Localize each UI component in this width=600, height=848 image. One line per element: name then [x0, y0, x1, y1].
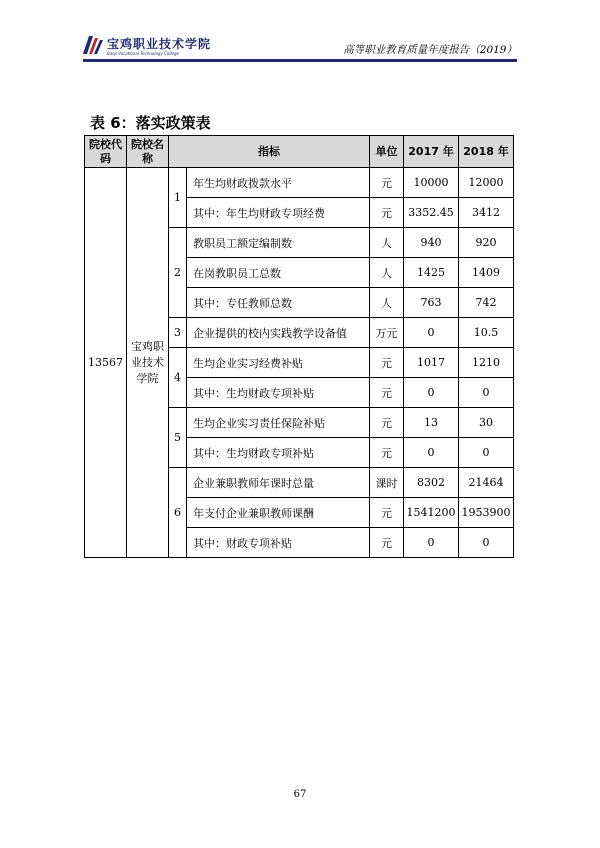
logo-subtext: Baoji Vocational Technology College	[107, 51, 180, 56]
value-2017-cell: 1017	[404, 348, 459, 378]
indicator-cell: 其中：生均财政专项补贴	[187, 438, 370, 468]
unit-cell: 元	[370, 198, 404, 228]
unit-cell: 万元	[370, 318, 404, 348]
value-2017-cell: 13	[404, 408, 459, 438]
table-body	[85, 168, 514, 558]
value-2018-cell: 12000	[459, 168, 514, 198]
unit-cell: 元	[370, 378, 404, 408]
header-unit: 单位	[370, 136, 404, 168]
value-2017-cell: 3352.45	[404, 198, 459, 228]
value-2018-cell: 0	[459, 378, 514, 408]
table-header-row	[85, 136, 514, 168]
unit-cell: 元	[370, 408, 404, 438]
logo-text: 宝鸡职业技术学院	[107, 37, 212, 51]
school-name-cell: 宝鸡职业技术学院	[127, 168, 169, 558]
value-2018-cell: 10.5	[459, 318, 514, 348]
college-logo	[83, 34, 233, 60]
unit-cell: 元	[370, 348, 404, 378]
indicator-cell: 在岗教职员工总数	[187, 258, 370, 288]
header-indicator: 指标	[169, 136, 370, 168]
indicator-cell: 其中：生均财政专项补贴	[187, 378, 370, 408]
indicator-cell: 年支付企业兼职教师课酬	[187, 498, 370, 528]
indicator-cell: 企业兼职教师年课时总量	[187, 468, 370, 498]
unit-cell: 课时	[370, 468, 404, 498]
policy-table	[84, 135, 514, 558]
header-divider	[83, 59, 517, 62]
header-2018: 2018 年	[459, 136, 514, 168]
value-2018-cell: 21464	[459, 468, 514, 498]
value-2018-cell: 30	[459, 408, 514, 438]
indicator-cell: 其中：年生均财政专项经费	[187, 198, 370, 228]
value-2017-cell: 8302	[404, 468, 459, 498]
value-2018-cell: 3412	[459, 198, 514, 228]
group-number-cell: 1	[169, 168, 187, 228]
header-school-name: 院校名称	[127, 136, 169, 168]
value-2018-cell: 0	[459, 528, 514, 558]
unit-cell: 元	[370, 438, 404, 468]
group-number-cell: 2	[169, 228, 187, 318]
value-2018-cell: 920	[459, 228, 514, 258]
header-school-code: 院校代码	[85, 136, 127, 168]
school-code-cell: 13567	[85, 168, 127, 558]
value-2017-cell: 0	[404, 318, 459, 348]
value-2017-cell: 763	[404, 288, 459, 318]
logo-emblem-icon	[83, 34, 105, 54]
group-number-cell: 4	[169, 348, 187, 408]
value-2017-cell: 1425	[404, 258, 459, 288]
table-title: 表 6：落实政策表	[90, 114, 211, 132]
value-2018-cell: 0	[459, 438, 514, 468]
indicator-cell: 生均企业实习经费补贴	[187, 348, 370, 378]
value-2018-cell: 1953900	[459, 498, 514, 528]
value-2018-cell: 1210	[459, 348, 514, 378]
indicator-cell: 生均企业实习责任保险补贴	[187, 408, 370, 438]
report-title: 高等职业教育质量年度报告（2019）	[343, 44, 517, 56]
value-2017-cell: 10000	[404, 168, 459, 198]
value-2017-cell: 0	[404, 528, 459, 558]
value-2018-cell: 1409	[459, 258, 514, 288]
indicator-cell: 年生均财政拨款水平	[187, 168, 370, 198]
unit-cell: 元	[370, 498, 404, 528]
unit-cell: 人	[370, 258, 404, 288]
indicator-cell: 企业提供的校内实践教学设备值	[187, 318, 370, 348]
page-number: 67	[293, 789, 307, 800]
group-number-cell: 6	[169, 468, 187, 558]
indicator-cell: 其中：专任教师总数	[187, 288, 370, 318]
value-2018-cell: 742	[459, 288, 514, 318]
indicator-cell: 其中：财政专项补贴	[187, 528, 370, 558]
unit-cell: 元	[370, 528, 404, 558]
table-row	[85, 168, 514, 198]
value-2017-cell: 940	[404, 228, 459, 258]
value-2017-cell: 0	[404, 438, 459, 468]
unit-cell: 元	[370, 168, 404, 198]
value-2017-cell: 0	[404, 378, 459, 408]
header-2017: 2017 年	[404, 136, 459, 168]
value-2017-cell: 1541200	[404, 498, 459, 528]
unit-cell: 人	[370, 288, 404, 318]
group-number-cell: 5	[169, 408, 187, 468]
unit-cell: 人	[370, 228, 404, 258]
group-number-cell: 3	[169, 318, 187, 348]
indicator-cell: 教职员工额定编制数	[187, 228, 370, 258]
